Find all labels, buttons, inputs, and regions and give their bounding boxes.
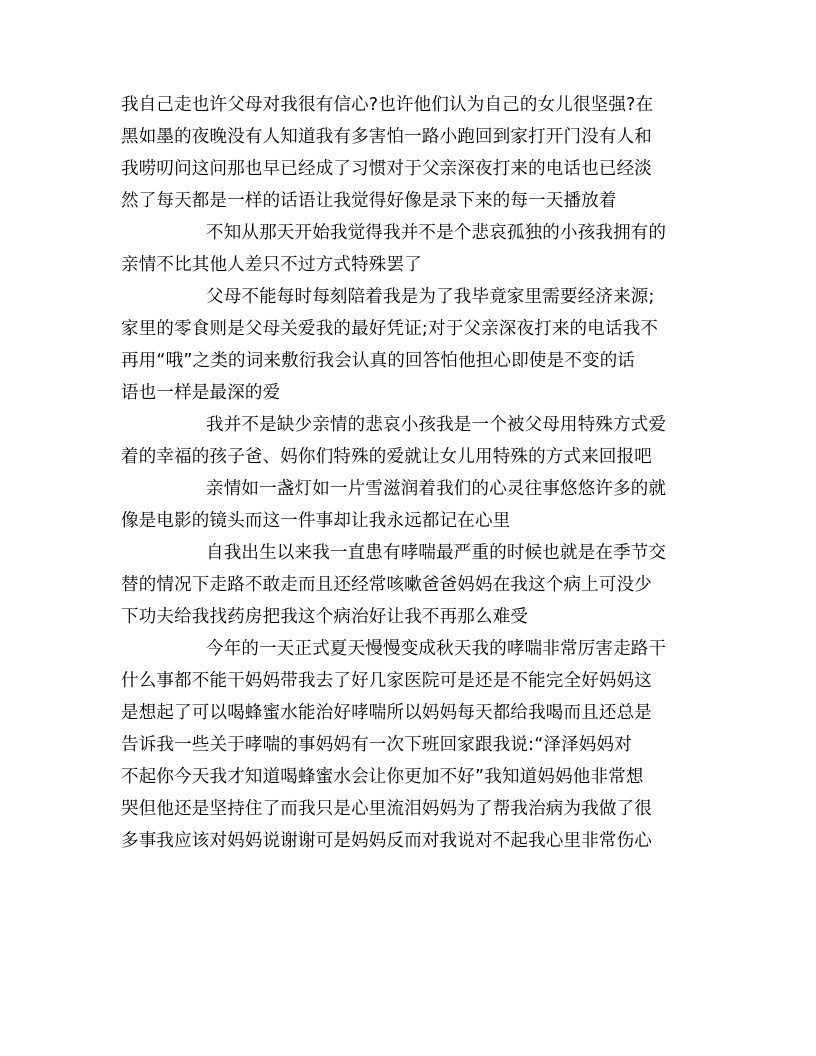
text-line: 告诉我一些关于哮喘的事妈妈有一次下班回家跟我说:“泽泽妈妈对 xyxy=(121,735,632,755)
text-line: 我唠叨问这问那也早已经成了习惯对于父亲深夜打来的电话也已经淡 xyxy=(121,159,652,179)
text-line: 再用“哦”之类的词来敷衍我会认真的回答怕他担心即使是不变的话 xyxy=(121,351,636,371)
paragraph-first-line: 父母不能每时每刻陪着我是为了我毕竟家里需要经济来源; xyxy=(206,287,655,307)
paragraph-first-line: 亲情如一盏灯如一片雪滋润着我们的心灵往事悠悠许多的就 xyxy=(206,479,667,499)
text-line: 是想起了可以喝蜂蜜水能治好哮喘所以妈妈每天都给我喝而且还总是 xyxy=(121,703,652,723)
text-line: 像是电影的镜头而这一件事却让我永远都记在心里 xyxy=(121,511,511,531)
text-line: 亲情不比其他人差只不过方式特殊罢了 xyxy=(121,255,422,275)
text-line: 然了每天都是一样的话语让我觉得好像是录下来的每一天播放着 xyxy=(121,191,617,211)
paragraph-first-line: 自我出生以来我一直患有哮喘最严重的时候也就是在季节交 xyxy=(206,543,667,563)
paragraph-first-line: 今年的一天正式夏天慢慢变成秋天我的哮喘非常厉害走路干 xyxy=(206,639,667,659)
text-line: 我自己走也许父母对我很有信心?也许他们认为自己的女儿很坚强?在 xyxy=(121,95,654,115)
text-line: 语也一样是最深的爱 xyxy=(121,383,281,403)
text-line: 什么事都不能干妈妈带我去了好几家医院可是还是不能完全好妈妈这 xyxy=(121,671,652,691)
text-line: 不起你今天我才知道喝蜂蜜水会让你更加不好”我知道妈妈他非常想 xyxy=(121,767,644,787)
text-line: 家里的零食则是父母关爱我的最好凭证;对于父亲深夜打来的电话我不 xyxy=(121,319,659,339)
document-body xyxy=(121,89,697,857)
text-line: 替的情况下走路不敢走而且还经常咳嗽爸爸妈妈在我这个病上可没少 xyxy=(121,575,652,595)
paragraph-first-line: 我并不是缺少亲情的悲哀小孩我是一个被父母用特殊方式爱 xyxy=(206,415,667,435)
paragraph-first-line: 不知从那天开始我觉得我并不是个悲哀孤独的小孩我拥有的 xyxy=(206,223,667,243)
text-line: 多事我应该对妈妈说谢谢可是妈妈反而对我说对不起我心里非常伤心 xyxy=(121,831,652,851)
text-line: 哭但他还是坚持住了而我只是心里流泪妈妈为了帮我治病为我做了很 xyxy=(121,799,652,819)
text-line: 着的幸福的孩子爸、妈你们特殊的爱就让女儿用特殊的方式来回报吧 xyxy=(121,447,652,467)
text-line: 黑如墨的夜晚没有人知道我有多害怕一路小跑回到家打开门没有人和 xyxy=(121,127,652,147)
text-line: 下功夫给我找药房把我这个病治好让我不再那么难受 xyxy=(121,607,529,627)
